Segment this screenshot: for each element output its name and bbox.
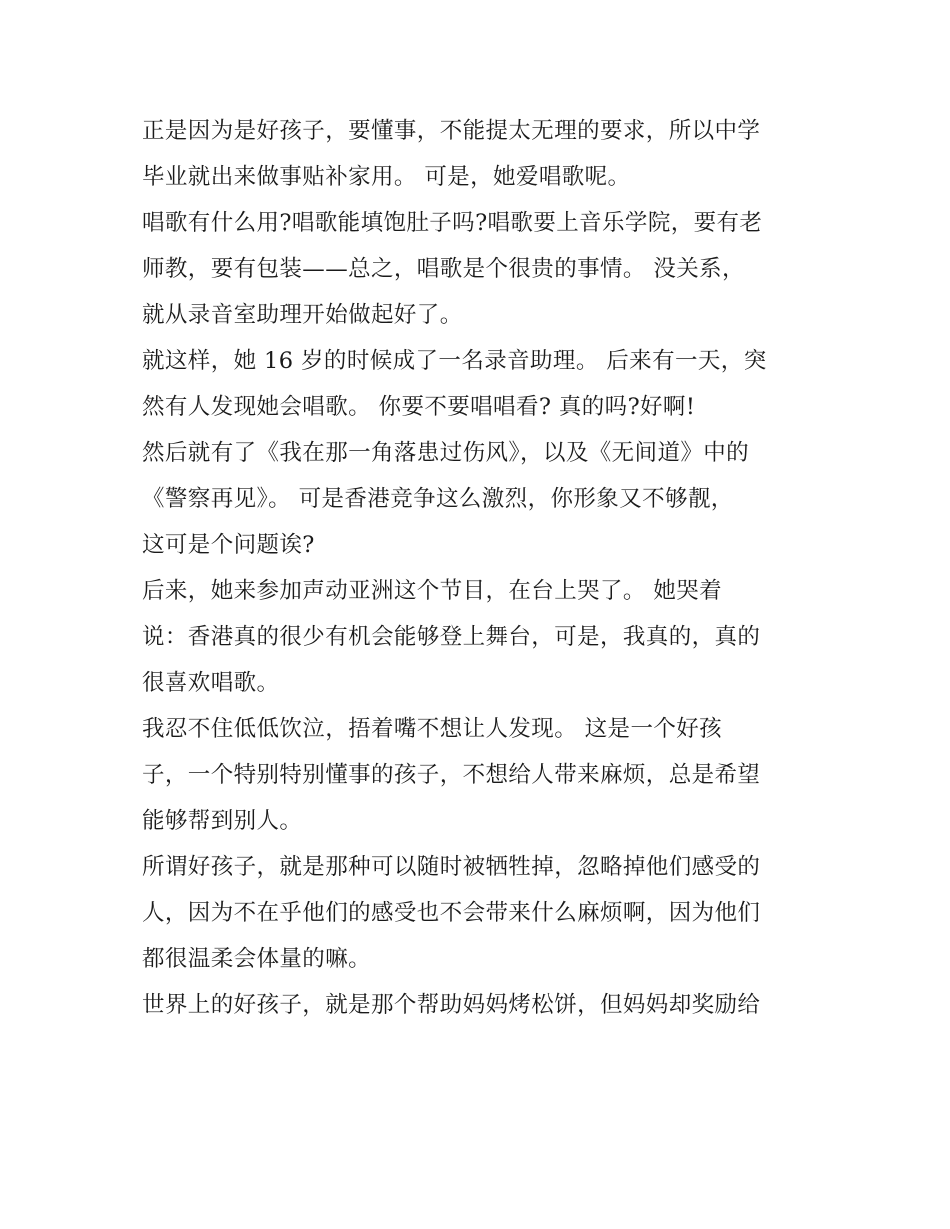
text-line: 能够帮到别人。 bbox=[142, 808, 303, 834]
text-line: 说：香港真的很少有机会能够登上舞台，可是，我真的，真的 bbox=[142, 624, 761, 650]
document-body bbox=[142, 108, 822, 1028]
text-line: 就从录音室助理开始做起好了。 bbox=[142, 302, 463, 328]
text-line: 都很温柔会体量的嘛。 bbox=[142, 946, 372, 972]
text-line: 这可是个问题诶? bbox=[142, 532, 315, 558]
text-line: 世界上的好孩子，就是那个帮助妈妈烤松饼，但妈妈却奖励给 bbox=[142, 992, 761, 1018]
text-line: 很喜欢唱歌。 bbox=[142, 670, 280, 696]
text-line: 后来，她来参加声动亚洲这个节目，在台上哭了。 她哭着 bbox=[142, 578, 723, 604]
text-line: 子，一个特别特别懂事的孩子，不想给人带来麻烦，总是希望 bbox=[142, 762, 761, 788]
text-line: 唱歌有什么用?唱歌能填饱肚子吗?唱歌要上音乐学院，要有老 bbox=[142, 210, 763, 236]
text-line: 然后就有了《我在那一角落患过伤风》，以及《无间道》中的 bbox=[142, 440, 750, 466]
text-line: 我忍不住低低饮泣，捂着嘴不想让人发现。 这是一个好孩 bbox=[142, 716, 723, 742]
paragraph-5 bbox=[142, 568, 822, 706]
paragraph-7 bbox=[142, 844, 822, 982]
text-line: 毕业就出来做事贴补家用。 可是，她爱唱歌呢。 bbox=[142, 164, 631, 190]
paragraph-2 bbox=[142, 200, 822, 338]
text-line: 所谓好孩子，就是那种可以随时被牺牲掉，忽略掉他们感受的 bbox=[142, 854, 761, 880]
paragraph-8 bbox=[142, 982, 822, 1028]
paragraph-6 bbox=[142, 706, 822, 844]
paragraph-4 bbox=[142, 430, 822, 568]
text-line: 正是因为是好孩子，要懂事，不能提太无理的要求，所以中学 bbox=[142, 118, 761, 144]
text-line: 《警察再见》。 可是香港竞争这么激烈，你形象又不够靓， bbox=[142, 486, 734, 512]
text-line: 师教，要有包装——总之，唱歌是个很贵的事情。 没关系， bbox=[142, 256, 745, 282]
paragraph-3 bbox=[142, 338, 822, 430]
text-line: 然有人发现她会唱歌。 你要不要唱唱看? 真的吗?好啊! bbox=[142, 394, 696, 420]
paragraph-1 bbox=[142, 108, 822, 200]
text-line: 人，因为不在乎他们的感受也不会带来什么麻烦啊，因为他们 bbox=[142, 900, 761, 926]
text-line: 就这样，她 16 岁的时候成了一名录音助理。 后来有一天，突 bbox=[142, 348, 767, 374]
